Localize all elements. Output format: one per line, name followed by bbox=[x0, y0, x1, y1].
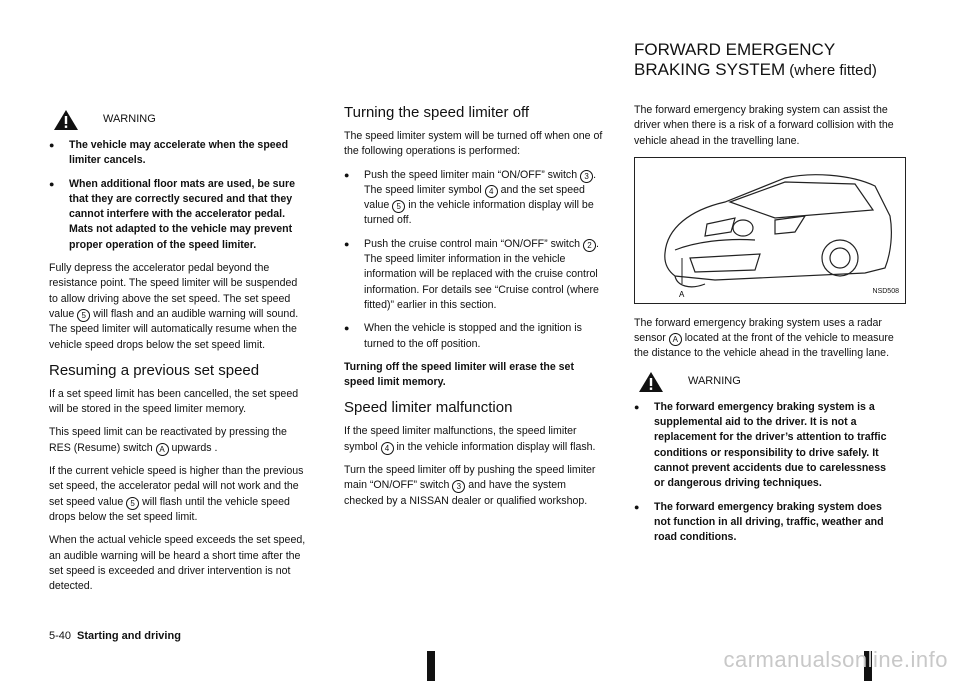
callout-number: 2 bbox=[583, 239, 596, 252]
column-2 bbox=[344, 103, 604, 517]
section-title-main: BRAKING SYSTEM bbox=[634, 60, 786, 79]
callout-number: 3 bbox=[452, 480, 465, 493]
heading-malfunction: Speed limiter malfunction bbox=[344, 399, 513, 417]
footer-section: Starting and driving bbox=[77, 630, 181, 642]
warning-item: ● The forward emergency braking system is a supplemental aid to the driver. It is not a replacement for the driver’s attention to traffic conditions or responsibility to drive safely. It cannot prevent accidents due to carelessness or dangerous driving techniques. bbox=[634, 400, 894, 492]
page-number: 5-40 bbox=[49, 630, 72, 642]
heading-resume: Resuming a previous set speed bbox=[49, 361, 260, 379]
warning-triangle-icon bbox=[638, 371, 664, 393]
section-title-line1: FORWARD EMERGENCY bbox=[634, 40, 836, 59]
callout-number: 3 bbox=[580, 170, 593, 183]
callout-number: 5 bbox=[126, 497, 139, 510]
paragraph: The forward emergency braking system uses a radar sensor A located at the front of the vehicle to measure the distance to the vehicle ahead in the travelling lane. bbox=[634, 316, 894, 360]
binding-mark bbox=[427, 651, 435, 681]
figure-label: A bbox=[679, 289, 685, 299]
section-title bbox=[634, 40, 877, 81]
callout-number: 5 bbox=[392, 200, 405, 213]
paragraph: If the current vehicle speed is higher than the previous set speed, the accelerator pedal will not work and the set speed value 5 will flash until the vehicle speed drops below the set speed limit. bbox=[49, 465, 304, 523]
section-title-suffix: (where fitted) bbox=[785, 62, 877, 79]
vehicle-figure bbox=[634, 157, 906, 304]
paragraph: This speed limit can be reactivated by pressing the RES (Resume) switch A upwards . bbox=[49, 426, 287, 454]
bold-paragraph: Turning off the speed limiter will erase the set speed limit memory. bbox=[344, 360, 574, 389]
figure-code: NSD508 bbox=[872, 287, 899, 295]
list-item: ● Push the speed limiter main “ON/OFF” switch 3 . The speed limiter symbol 4 and the set speed value 5 in the vehicle information display will be turned off. bbox=[344, 168, 604, 229]
warning-header bbox=[634, 370, 894, 394]
paragraph: If a set speed limit has been cancelled, the set speed will be stored in the speed limiter memory. bbox=[49, 387, 299, 416]
paragraph: Turn the speed limiter off by pushing the speed limiter main “ON/OFF” switch 3 and have the system checked by a NISSAN dealer or qualified workshop. bbox=[344, 464, 596, 507]
callout-letter: A bbox=[669, 333, 682, 346]
paragraph: The speed limiter system will be turned off when one of the following operations is performed: bbox=[344, 130, 603, 158]
warning-label: WARNING bbox=[103, 113, 156, 126]
paragraph: When the actual vehicle speed exceeds the set speed, an audible warning will be heard a short time after the set speed is exceeded and driver intervention is not detected. bbox=[49, 534, 306, 593]
warning-item: ● The vehicle may accelerate when the speed limiter cancels. bbox=[49, 138, 309, 169]
warning-triangle-icon bbox=[53, 109, 79, 131]
paragraph: Fully depress the accelerator pedal beyond the resistance point. The speed limiter will be suspended to allow driving above the set speed. The set speed value 5 will flash and an audible warning will sound. The speed limiter will automatically resume when the vehicle speed drops below the set speed limit. bbox=[49, 262, 299, 351]
watermark: carmanualsonline.info bbox=[723, 647, 948, 672]
column-1 bbox=[49, 108, 309, 602]
callout-number: 4 bbox=[381, 442, 394, 455]
bullet-list bbox=[344, 168, 604, 352]
paragraph: The forward emergency braking system can assist the driver when there is a risk of a forward collision with the vehicle ahead in the travelling lane. bbox=[634, 104, 894, 147]
callout-number: 4 bbox=[485, 185, 498, 198]
callout-number: 5 bbox=[77, 309, 90, 322]
page-footer bbox=[49, 630, 181, 642]
car-illustration bbox=[635, 158, 905, 303]
callout-letter: A bbox=[156, 443, 169, 456]
section-title-line2 bbox=[634, 60, 877, 81]
warning-label: WARNING bbox=[688, 375, 741, 388]
warning-item: ● When additional floor mats are used, be sure that they are correctly secured and that they cannot interfere with the accelerator pedal. Mats not adapted to the vehicle may prevent proper operation of the speed limiter. bbox=[49, 177, 309, 253]
warning-header bbox=[49, 108, 309, 132]
list-item: ● When the vehicle is stopped and the ignition is turned to the off position. bbox=[344, 321, 604, 352]
list-item: ● Push the cruise control main “ON/OFF” switch 2 . The speed limiter information in the vehicle information will be replaced with the cruise control information. For details see “Cruise control (where fitted)” earlier in this section. bbox=[344, 237, 604, 313]
heading-turning-off: Turning the speed limiter off bbox=[344, 104, 530, 121]
warning-list bbox=[49, 138, 309, 253]
warning-item: ● The forward emergency braking system does not function in all driving, traffic, weather and road conditions. bbox=[634, 500, 894, 546]
warning-list bbox=[634, 400, 894, 546]
paragraph: If the speed limiter malfunctions, the speed limiter symbol 4 in the vehicle information display will flash. bbox=[344, 425, 596, 453]
column-3 bbox=[634, 103, 899, 553]
